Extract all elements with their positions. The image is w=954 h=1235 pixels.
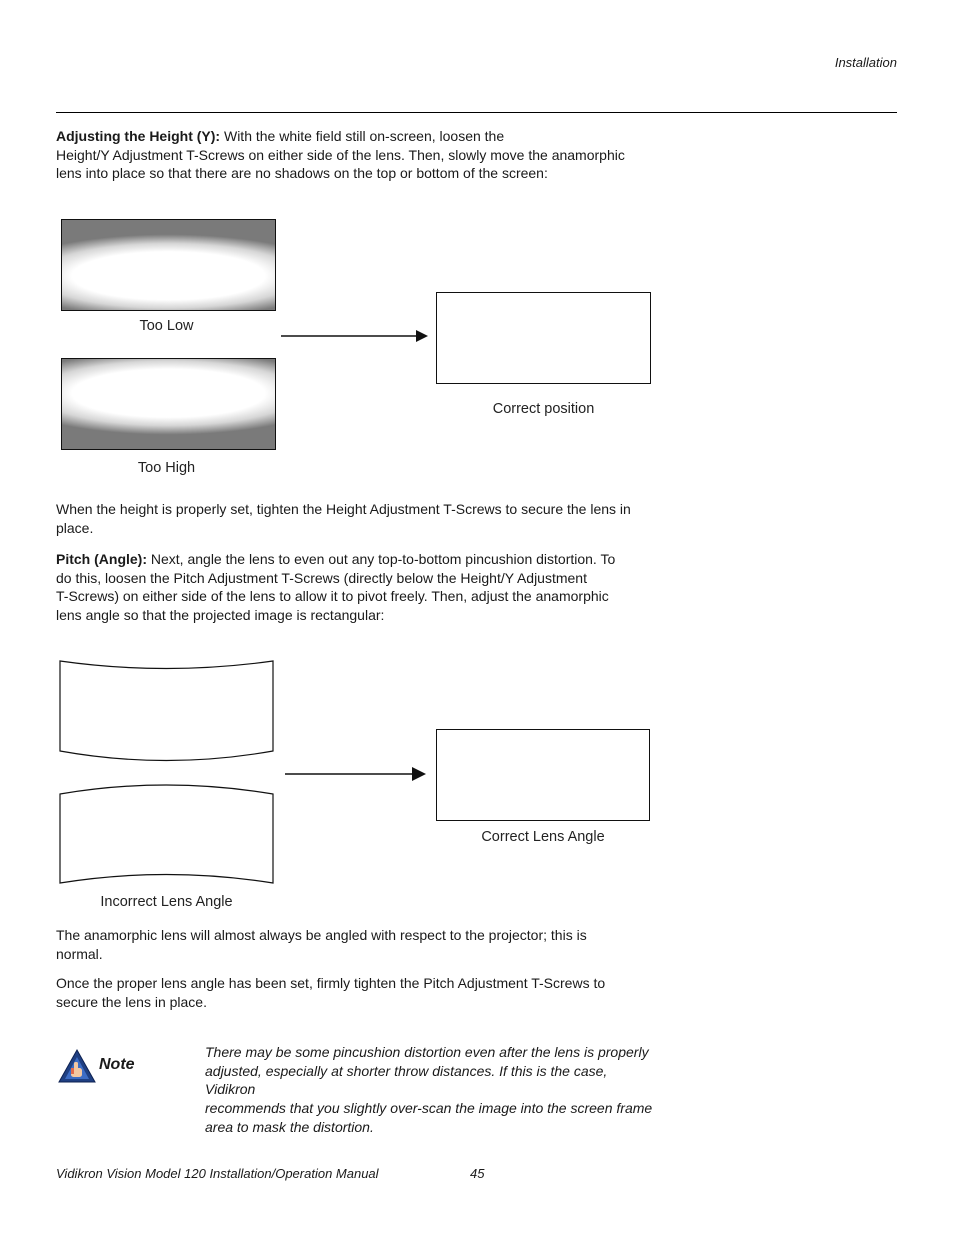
height-lead: Adjusting the Height (Y):: [56, 128, 221, 144]
pitch-line-2: do this, loosen the Pitch Adjustment T-Screws (directly below the Height/Y Adjustment: [56, 569, 587, 586]
note-line-4: area to mask the distortion.: [205, 1118, 374, 1135]
arrow-right-icon: [280, 326, 430, 346]
footer-page-number: 45: [470, 1166, 485, 1181]
note-line-2: adjusted, especially at shorter throw distances. If this is the case, Vidikron: [205, 1062, 608, 1098]
correct-position-screen: [436, 292, 651, 384]
tighten-line-1: Once the proper lens angle has been set, firmly tighten the Pitch Adjustment T-Screws to: [56, 975, 606, 991]
note-warning-icon: [57, 1048, 97, 1084]
pitch-paragraph: [56, 550, 656, 625]
incorrect-angle-screen-top: [58, 658, 278, 763]
height-line-2: Height/Y Adjustment T-Screws on either side of the lens. Then, slowly move the anamorphic: [56, 146, 625, 163]
angled-line-1: The anamorphic lens will almost always be angled with respect to the projector; this is: [56, 927, 587, 943]
height-set-line-1: When the height is properly set, tighten the Height Adjustment T-Screws to secure the lens in: [56, 501, 631, 517]
angled-line-2: normal.: [56, 945, 103, 962]
note-text: [205, 1043, 660, 1137]
incorrect-angle-caption: Incorrect Lens Angle: [100, 894, 233, 910]
height-line-1: Adjusting the Height (Y): With the white field still on-screen, loosen the: [56, 128, 505, 144]
too-low-caption: Too Low: [139, 318, 194, 334]
tighten-line-2: secure the lens in place.: [56, 993, 207, 1010]
too-high-caption: Too High: [137, 460, 196, 476]
height-set-paragraph: [56, 500, 656, 537]
pitch-line-1: Pitch (Angle): Next, angle the lens to even out any top-to-bottom pincushion distortion. To: [56, 551, 616, 567]
note-label: Note: [99, 1056, 135, 1073]
pitch-line-4: lens angle so that the projected image is rectangular:: [56, 607, 385, 624]
note-line-3: recommends that you slightly over-scan the image into the screen frame: [205, 1100, 653, 1117]
correct-angle-caption: Correct Lens Angle: [481, 829, 605, 845]
footer-manual-title: Vidikron Vision Model 120 Installation/Operation Manual: [56, 1166, 379, 1181]
header-rule: [56, 112, 897, 113]
pitch-line-3: T-Screws) on either side of the lens to allow it to pivot freely. Then, adjust the anamorphic: [56, 588, 609, 605]
incorrect-angle-screen-bottom: [58, 782, 278, 887]
height-paragraph: [56, 127, 656, 183]
too-low-screen: [61, 219, 276, 311]
height-line-3: lens into place so that there are no shadows on the top or bottom of the screen:: [56, 165, 548, 182]
too-high-screen: [61, 358, 276, 450]
angled-paragraph: [56, 926, 656, 963]
height-set-line-2: place.: [56, 519, 94, 536]
note-line-1: There may be some pincushion distortion even after the lens is properly: [205, 1044, 649, 1060]
correct-angle-screen: [436, 729, 650, 821]
tighten-paragraph: [56, 974, 656, 1011]
correct-position-caption: Correct position: [492, 401, 595, 417]
pitch-lead: Pitch (Angle):: [56, 551, 147, 567]
running-header-section: Installation: [834, 55, 897, 70]
arrow-right-icon: [284, 764, 429, 784]
